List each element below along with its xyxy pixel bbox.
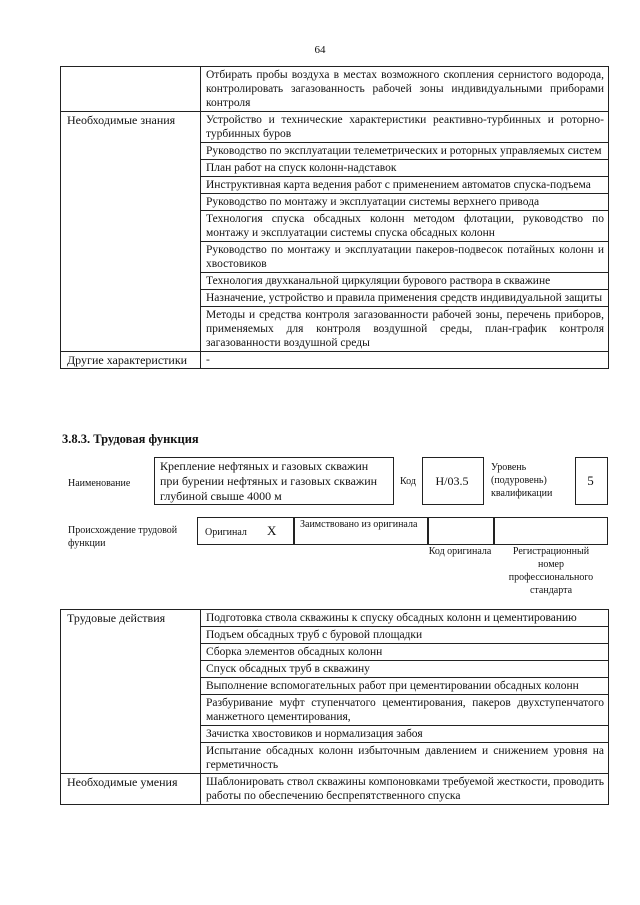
- knowledge-item: План работ на спуск колонн-надставок: [201, 160, 609, 177]
- knowledge-item: Технология спуска обсадных колонн методом флотации, руководство по монтажу и эксплуатации системы спуска обсадных колонн: [201, 211, 609, 242]
- table-row: [61, 112, 609, 143]
- knowledge-item: Руководство по монтажу и эксплуатации системы верхнего привода: [201, 194, 609, 211]
- level-value: 5: [587, 473, 594, 488]
- action-item: Подготовка ствола скважины к спуску обсадных колонн и цементированию: [201, 610, 609, 627]
- name-value: Крепление нефтяных и газовых скважин при бурении нефтяных и газовых скважин глубиной свыше 4000 м: [160, 459, 378, 503]
- code-label: Код: [400, 476, 416, 487]
- origin-label: Происхождение трудовой функции: [68, 525, 178, 549]
- skills-label: Необходимые умения: [61, 774, 201, 805]
- knowledge-item: Руководство по эксплуатации телеметрических и роторных управляемых систем: [201, 143, 609, 160]
- knowledge-item: Руководство по монтажу и эксплуатации пакеров-подвесок потайных колонн и хвостовиков: [201, 242, 609, 273]
- knowledge-item: Технология двухканальной циркуляции бурового раствора в скважине: [201, 273, 609, 290]
- action-item: Сборка элементов обсадных колонн: [201, 644, 609, 661]
- knowledge-table: [60, 66, 609, 369]
- actions-table: [60, 609, 609, 805]
- other-label: Другие характеристики: [61, 352, 201, 369]
- table-row: [61, 67, 609, 112]
- page-number: 64: [314, 44, 326, 56]
- actions-label: Трудовые действия: [61, 610, 201, 774]
- reg-number-box: [493, 517, 608, 545]
- origin-code-caption: Код оригинала: [428, 546, 492, 557]
- level-label: Уровень (подуровень) квалификации: [491, 462, 553, 499]
- other-value: -: [201, 352, 609, 369]
- original-label: Оригинал: [205, 527, 247, 538]
- action-item: Испытание обсадных колонн избыточным давлением и снижением уровня на герметичность: [201, 743, 609, 774]
- table-row: [61, 774, 609, 805]
- knowledge-item: Инструктивная карта ведения работ с применением автоматов спуска-подъема: [201, 177, 609, 194]
- table-cell-empty: [61, 67, 201, 112]
- action-item: Зачистка хвостовиков и нормализация забоя: [201, 726, 609, 743]
- action-item: Подъем обсадных труб с буровой площадки: [201, 627, 609, 644]
- code-value: H/03.5: [435, 474, 469, 488]
- origin-code-box: [427, 517, 495, 545]
- original-mark: X: [267, 523, 277, 538]
- table-row: [61, 610, 609, 627]
- section-heading: 3.8.3. Трудовая функция: [62, 432, 199, 446]
- knowledge-item: Методы и средства контроля загазованности рабочей зоны, перечень приборов, применяемых для контроля воздушной среды, план-график контроля загазованности воздушной среды: [201, 307, 609, 352]
- reg-number-caption: Регистрационный номер профессионального стандарта: [508, 546, 594, 596]
- action-item: Разбуривание муфт ступенчатого цементирования, пакеров двухступенчатого манжетного цементирования,: [201, 695, 609, 726]
- skill-item: Шаблонировать ствол скважины компоновками требуемой жесткости, проводить работы по обеспечению беспрепятственного спуска: [201, 774, 609, 805]
- action-item: Спуск обсадных труб в скважину: [201, 661, 609, 678]
- knowledge-item: Назначение, устройство и правила применения средств индивидуальной защиты: [201, 290, 609, 307]
- continuation-cell: Отбирать пробы воздуха в местах возможного скопления сернистого водорода, контролировать загазованность рабочей зоны индивидуальными приборами контроля: [201, 67, 609, 112]
- table-row: [61, 352, 609, 369]
- name-label: Наименование: [68, 478, 131, 489]
- action-item: Выполнение вспомогательных работ при цементировании обсадных колонн: [201, 678, 609, 695]
- knowledge-label: Необходимые знания: [61, 112, 201, 352]
- borrowed-label: Заимствовано из оригинала: [300, 519, 418, 530]
- knowledge-item: Устройство и технические характеристики реактивно-турбинных и роторно-турбинных буров: [201, 112, 609, 143]
